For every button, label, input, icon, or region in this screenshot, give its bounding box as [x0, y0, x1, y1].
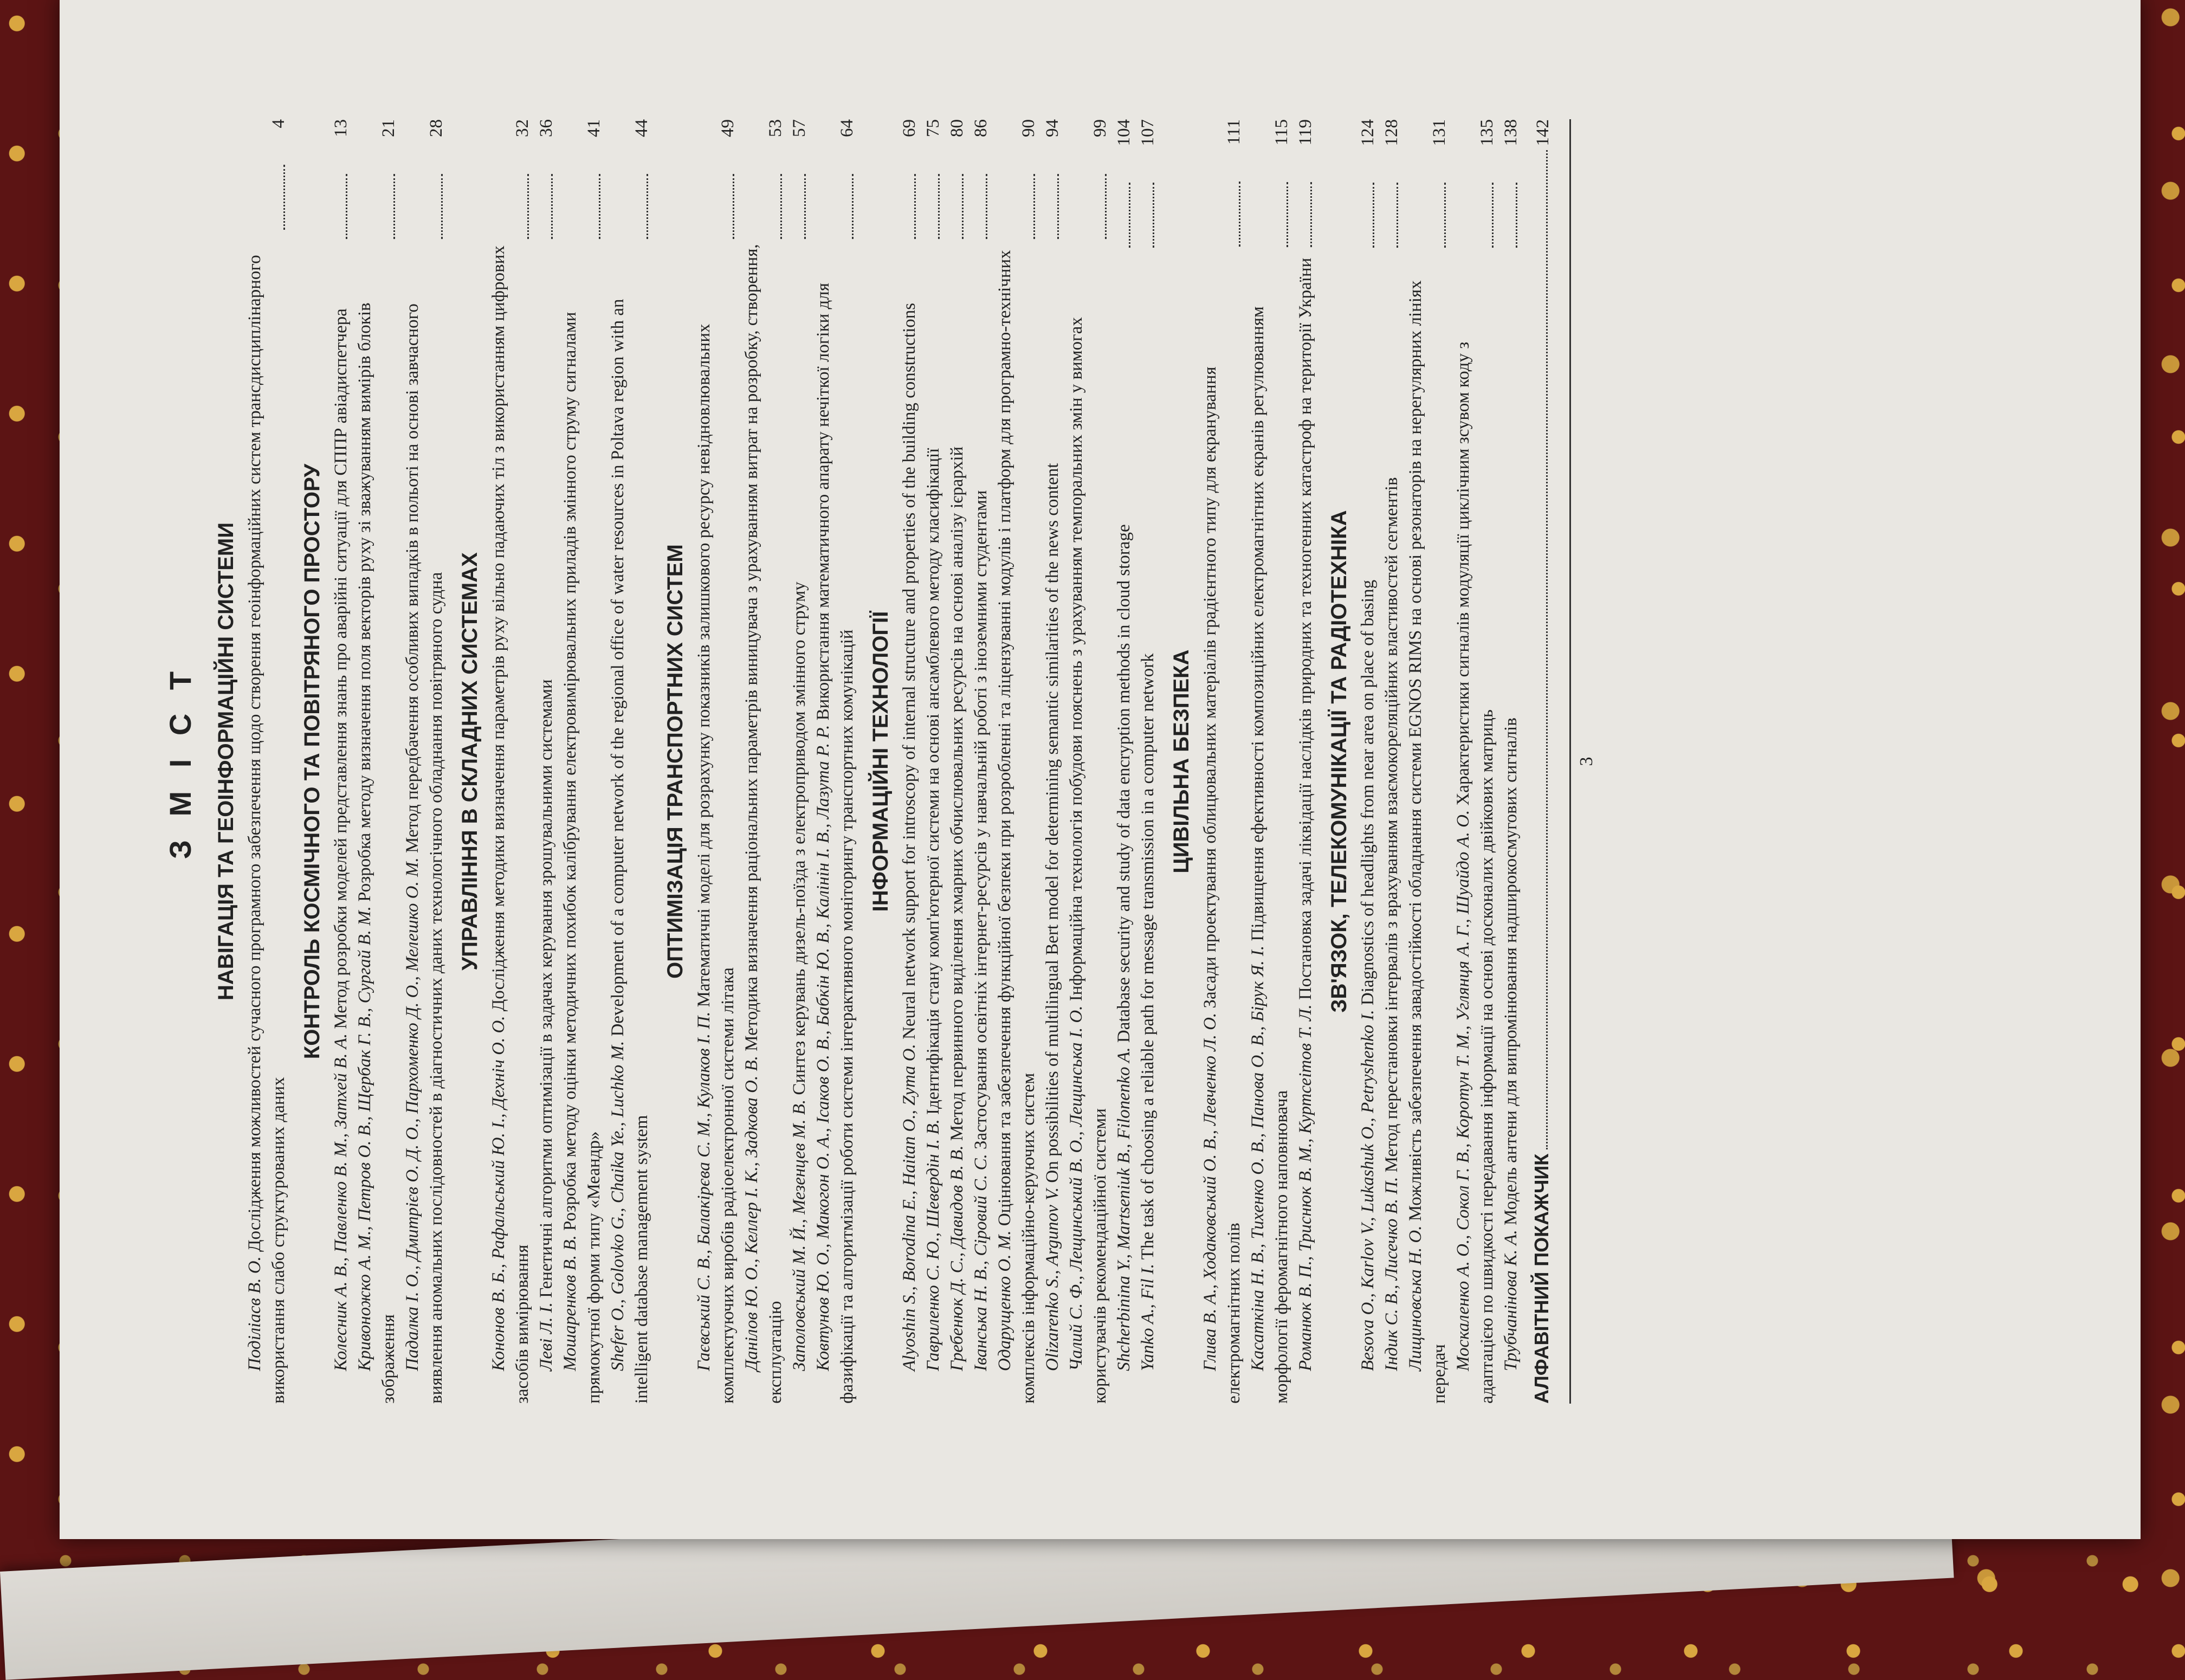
leader-dots — [1239, 182, 1240, 247]
entry-authors: Падалка І. О., Дмитрієв О. Д. О., Пархоменко Д. О., Мелешко О. М. — [403, 857, 422, 1371]
section-heading: ЗВ'ЯЗОК, ТЕЛЕКОМУНІКАЦІЇ ТА РАДІОТЕХНІКА — [1327, 510, 1351, 1013]
entry-page: 13 — [331, 119, 351, 137]
entry-title: Development of a computer network of the regional office of water resources in Poltava region with an intelligent database management system — [608, 299, 651, 1404]
entry-authors: Кривоножко А. М., Петров О. В., Щербак Г. В., Сургай В. М. — [355, 906, 374, 1371]
entry-page: 53 — [766, 119, 785, 137]
entry-text — [921, 243, 945, 1404]
entry-page: 44 — [632, 119, 651, 137]
entry-text — [353, 243, 400, 1404]
entry-page: 104 — [1114, 119, 1134, 146]
entry-title: Засади проектування облицювальних матеріалів градієнтного типу для екранування електромагнітних полів — [1200, 366, 1244, 1404]
entry-authors: Чалий С. Ф., Лещинський В. О., Лещинська І. О. — [1066, 1005, 1086, 1371]
entry-authors: Гребенюк Д. С., Давидов В. В. — [947, 1145, 967, 1371]
entry-page: 115 — [1272, 119, 1291, 146]
entry-authors: Касаткіна Н. В., Тихенко О. В., Панова О. В., Бірук Я. І. — [1248, 945, 1268, 1371]
toc-entry — [1499, 119, 1523, 1404]
entry-title: Оцінювання та забезпечення функційної безпеки при розробленні та ліцензуванні модулів і платформ для програмно-технічних комплексів інформаційно-керуючих систем — [995, 250, 1038, 1404]
leader-dots — [1153, 183, 1154, 248]
entry-text — [243, 235, 290, 1404]
entry-authors: Москаленко А. О., Сокол Г. В., Коротун Т. М., Углянця А. Г., Шуайдо А. О. — [1453, 810, 1473, 1371]
leader-dots — [1373, 183, 1374, 248]
leader-dots — [1129, 183, 1130, 248]
leader-dots — [1057, 174, 1059, 239]
page-number: 3 — [1576, 757, 1596, 766]
leader-dots — [1397, 183, 1398, 248]
leader-dots — [527, 174, 529, 239]
entry-title: Застосування освітніх інтернет-ресурсів у навчальній роботі з іноземними студентами — [971, 490, 991, 1149]
leader-dots — [1492, 183, 1494, 248]
entry-page: 90 — [1019, 119, 1038, 137]
entry-text — [969, 243, 993, 1404]
index-label: АЛФАВІТНИЙ ПОКАЖЧИК — [1530, 1153, 1553, 1404]
leader-dots — [1105, 174, 1107, 239]
entry-title: Постановка задачі ліквідації наслідків природних та техногенних катастроф на території України — [1296, 257, 1315, 1000]
leader-dots — [393, 174, 395, 239]
leader-dots — [1546, 151, 1548, 1149]
entry-text — [811, 243, 859, 1404]
leader-dots — [283, 165, 285, 230]
toc-entry — [487, 119, 534, 1404]
entry-title: Ідентифікація стану комп'ютерної системи на основі ансамблевого методу класифікації — [923, 448, 943, 1115]
entry-authors: Заполовський М. Й., Мезенцев М. В. — [790, 1099, 809, 1371]
toc-entry — [740, 119, 787, 1404]
entry-authors: Ковтунов Ю. О., Макогон О. А., Ісаков О. В., Бабкін Ю. В., Калінін І. В., Лазута Р. Р. — [813, 725, 833, 1371]
entry-title: Розробка методу визначення поля векторів руху зі зважуванням вимірів блоків зображення — [355, 302, 398, 1404]
entry-title: The task of choosing a reliable path for message transmission in a computer network — [1138, 653, 1158, 1260]
entry-text — [558, 243, 606, 1404]
entry-text — [487, 243, 534, 1404]
leader-dots — [1310, 182, 1312, 247]
entry-authors: Yanko A., Fil I. — [1138, 1263, 1158, 1371]
entry-authors: Гавриленко С. Ю., Шевердін І. В. — [923, 1119, 943, 1371]
entry-title: Diagnostics of headlights from near area on place of basing — [1358, 579, 1378, 1006]
toc-entry — [534, 119, 558, 1404]
entry-text — [897, 243, 921, 1404]
leader-dots — [804, 174, 806, 239]
toc-entry — [921, 119, 945, 1404]
toc-entry — [1404, 119, 1451, 1404]
entry-page: 28 — [426, 119, 446, 137]
index-page: 142 — [1533, 119, 1553, 146]
entry-text — [1404, 253, 1451, 1404]
entry-title: Модель антени для випромінювання надширокосмугових сигналів — [1501, 718, 1521, 1226]
leader-dots — [346, 174, 347, 239]
entry-page: 75 — [923, 119, 943, 137]
leader-dots — [852, 174, 854, 239]
leader-dots — [733, 174, 734, 239]
section-heading: ІНФОРМАЦІЙНІ ТЕХНОЛОГІЇ — [869, 611, 893, 912]
entry-authors: Гаєвський С. В., Балакірєва С. М., Кулаков І. П. — [694, 1011, 714, 1371]
leader-dots — [551, 174, 553, 239]
entry-text — [400, 243, 448, 1404]
toc-entry — [243, 119, 290, 1404]
entry-text — [1499, 253, 1523, 1404]
toc-entry — [1294, 119, 1317, 1404]
entry-text — [606, 243, 654, 1404]
toc-entry — [1040, 119, 1064, 1404]
entry-authors: Поділіасв В. О. — [245, 1256, 264, 1371]
leader-dots — [986, 174, 987, 239]
leader-dots — [780, 174, 782, 239]
section-heading: УПРАВЛІННЯ В СКЛАДНИХ СИСТЕМАХ — [458, 552, 482, 971]
leader-dots — [1516, 183, 1517, 248]
entry-page: 138 — [1501, 119, 1521, 146]
entry-authors: Кононов В. Б., Рафальський Ю. І., Дехніч О. О. — [489, 1016, 508, 1371]
entry-page: 124 — [1358, 119, 1378, 146]
toc-entry — [993, 119, 1040, 1404]
entry-page: 99 — [1090, 119, 1110, 137]
entry-title: Дослідження можливостей сучасного програмного забезпечення щодо створення геоінформаційних систем трансдисциплінарного використання слабо структурованих даних — [245, 255, 288, 1404]
toc-entry — [787, 119, 811, 1404]
toc-entry — [558, 119, 606, 1404]
entry-authors: Трубчанінова К. А. — [1501, 1230, 1521, 1371]
entry-text — [1198, 251, 1246, 1404]
bottom-rule — [1569, 119, 1571, 1404]
index-entry — [1530, 119, 1553, 1404]
toc-entry — [400, 119, 448, 1404]
entry-title: Метод первинного виділення хмарних обчислювальних ресурсів на основі аналізу ієрархій — [947, 446, 967, 1141]
entry-page: 128 — [1382, 119, 1401, 146]
entry-title: Генетичні алгоритми оптимізації в задачах керування зрошувальними системами — [536, 679, 556, 1298]
entry-title: Neural network support for introscopy of internal structure and properties of the building constructions — [900, 302, 919, 1039]
entry-text — [993, 243, 1040, 1404]
leader-dots — [962, 174, 964, 239]
entry-authors: Індик С. В., Лисечко В. П. — [1382, 1177, 1401, 1371]
leader-dots — [1287, 182, 1288, 247]
entry-text — [534, 243, 558, 1404]
entry-page: 94 — [1043, 119, 1062, 137]
entry-page: 64 — [837, 119, 857, 137]
entry-authors: Мошаренков В. В. — [560, 1235, 580, 1371]
entry-page: 119 — [1296, 119, 1315, 146]
toc-entry — [1136, 119, 1160, 1404]
entry-page: 111 — [1224, 119, 1244, 145]
section-heading: ОПТИМІЗАЦІЯ ТРАНСПОРТНИХ СИСТЕМ — [663, 544, 687, 979]
entry-title: Метод перестановки інтервалів з врахуванням взаємокореляційних властивостей сегментів — [1382, 477, 1401, 1173]
entry-page: 69 — [900, 119, 919, 137]
entry-authors: Леві Л. І. — [536, 1302, 556, 1371]
entry-title: Використання математичного апарату нечіткої логіки для фазифікації та алгоритмізації роботи системи інтерактивного моніторингу транспортних комунікацій — [813, 283, 857, 1404]
section-heading: ЦИВІЛЬНА БЕЗПЕКА — [1169, 649, 1193, 874]
entry-text — [1112, 253, 1136, 1404]
entry-title: Методика визначення раціональних параметрів виницувача з урахуванням витрат на розробку, створення, експлуатацію — [742, 244, 785, 1404]
entry-authors: Alyoshin S., Borodina E., Haitan O., Zyma O. — [900, 1044, 919, 1371]
entry-authors: Besova O., Karlov V., Lukashuk O., Petryshenko I. — [1358, 1010, 1378, 1371]
entry-page: 57 — [790, 119, 809, 137]
entry-authors: Лищиновська Н. О. — [1406, 1225, 1425, 1371]
toc-entry — [329, 119, 353, 1404]
entry-text — [945, 243, 969, 1404]
entry-title: On possibilities of multilingual Bert model for determining semantic similarities of the news content — [1043, 463, 1062, 1183]
toc-entry — [1380, 119, 1404, 1404]
entry-text — [1040, 243, 1064, 1404]
section-heading: КОНТРОЛЬ КОСМІЧНОГО ТА ПОВІТРЯНОГО ПРОСТОРУ — [300, 463, 324, 1059]
entry-page: 107 — [1138, 119, 1158, 146]
entry-page: 49 — [718, 119, 738, 137]
entry-authors: Іванська Н. В., Сіровий С. С. — [971, 1154, 991, 1371]
entry-text — [329, 243, 353, 1404]
entry-page: 86 — [971, 119, 991, 137]
entry-page: 21 — [379, 119, 398, 137]
toc-entry — [897, 119, 921, 1404]
toc-entry — [1246, 119, 1294, 1404]
entry-page: 135 — [1477, 119, 1497, 146]
toc-entry — [1112, 119, 1136, 1404]
entry-title: Характеристики сигналів модуляції циклічним зсувом коду з адаптацією по швидкості передавання інформації на основі досконалих двійкових матриць — [1453, 341, 1497, 1404]
entry-title: Можливість забезпечення завадостійкості обладнання системи EGNOS RIMS на основі резонаторів на нерегулярних лініях передач — [1406, 280, 1449, 1404]
page-title: З М І С Т — [163, 663, 197, 860]
entry-text — [1451, 253, 1499, 1404]
entry-title: Математичні моделі для розрахунку показників залишкового ресурсу невідновлювальних комплектуючих виробів радіоелектронної системи літака — [694, 324, 738, 1404]
leader-dots — [647, 174, 648, 239]
book-page — [60, 0, 2141, 1539]
entry-text — [740, 243, 787, 1404]
toc-entry — [945, 119, 969, 1404]
toc-entry — [1064, 119, 1112, 1404]
entry-text — [1380, 253, 1404, 1404]
entry-title: Розробка методу оцінки методичних похибок калібрування електровимірювальних приладів змінного струму сигналами прямокутної форми типу «Меандр» — [560, 312, 604, 1404]
toc-entry — [1451, 119, 1499, 1404]
entry-authors: Данілов Ю. О., Келлер І. К., Задкова О. В. — [742, 1056, 761, 1371]
entry-text — [1136, 253, 1160, 1404]
leader-dots — [938, 174, 940, 239]
entry-page: 36 — [536, 119, 556, 137]
toc-entry — [606, 119, 654, 1404]
entry-text — [692, 243, 740, 1404]
entry-text — [1294, 251, 1317, 1404]
entry-authors: Shefer O., Golovko G., Chaika Ye., Luchko M. — [608, 1041, 628, 1371]
entry-title: Інформаційна технологія побудови пояснень з урахуванням темпоральних змін у вимогах користувачів рекомендаційної системи — [1066, 317, 1110, 1404]
entry-authors: Olizarenko S., Argunov V. — [1043, 1187, 1062, 1371]
entry-authors: Колесник А. В., Павленко В. М., Затхей В. А. — [331, 1033, 351, 1371]
section-heading: НАВІГАЦІЯ ТА ГЕОІНФОРМАЦІЙНІ СИСТЕМИ — [214, 522, 238, 1000]
toc-entry — [353, 119, 400, 1404]
entry-text — [787, 243, 811, 1404]
leader-dots — [441, 174, 443, 239]
entry-authors: Романюк В. П., Триснюк В. М., Куртсеітов Т. Л. — [1296, 1004, 1315, 1371]
toc-entry — [692, 119, 740, 1404]
entry-page: 4 — [269, 119, 288, 128]
entry-title: Метод розробки моделей представлення знань про аварійні ситуації для СППР авіадиспетчера — [331, 308, 351, 1029]
leader-dots — [599, 174, 600, 239]
entry-page: 41 — [584, 119, 604, 137]
entry-title: Дослідження методики визначення параметрів руху вільно падаючих тіл з використанням цифрових засобів вимірювання — [489, 245, 532, 1404]
entry-authors: Shcherbinina Y., Martseniuk B., Filonenko A. — [1114, 1047, 1134, 1371]
entry-text — [1356, 253, 1380, 1404]
entry-authors: Глива В. А., Ходаковський О. В., Левченко Л. О. — [1200, 1012, 1220, 1371]
entry-page: 80 — [947, 119, 967, 137]
toc-entry — [1198, 119, 1246, 1404]
toc-entry — [969, 119, 993, 1404]
entry-text — [1246, 251, 1294, 1404]
entry-title: Database security and study of data encryption methods in cloud storage — [1114, 524, 1134, 1043]
leader-dots — [1444, 183, 1446, 248]
toc-sections — [214, 119, 1523, 1404]
entry-title: Підвищення ефективності композиційних електромагнітних екранів регулюванням морфології феромагнітного наповнювача — [1248, 306, 1291, 1404]
entry-text — [1064, 243, 1112, 1404]
entry-title: Метод передбачення особливих випадків в польоті на основі завчасного виявлення аномальних послідовностей в діагностичних даних технологічного обладнання повітряного судна — [403, 303, 446, 1404]
entry-page: 32 — [513, 119, 532, 137]
leader-dots — [1033, 174, 1035, 239]
toc-entry — [1356, 119, 1380, 1404]
entry-page: 131 — [1430, 119, 1449, 146]
toc-entry — [811, 119, 859, 1404]
leader-dots — [914, 174, 916, 239]
entry-authors: Одарущенко О. М. — [995, 1230, 1014, 1371]
entry-title: Синтез керувань дизель-поїзда з електроприводом змінного струму — [790, 581, 809, 1095]
